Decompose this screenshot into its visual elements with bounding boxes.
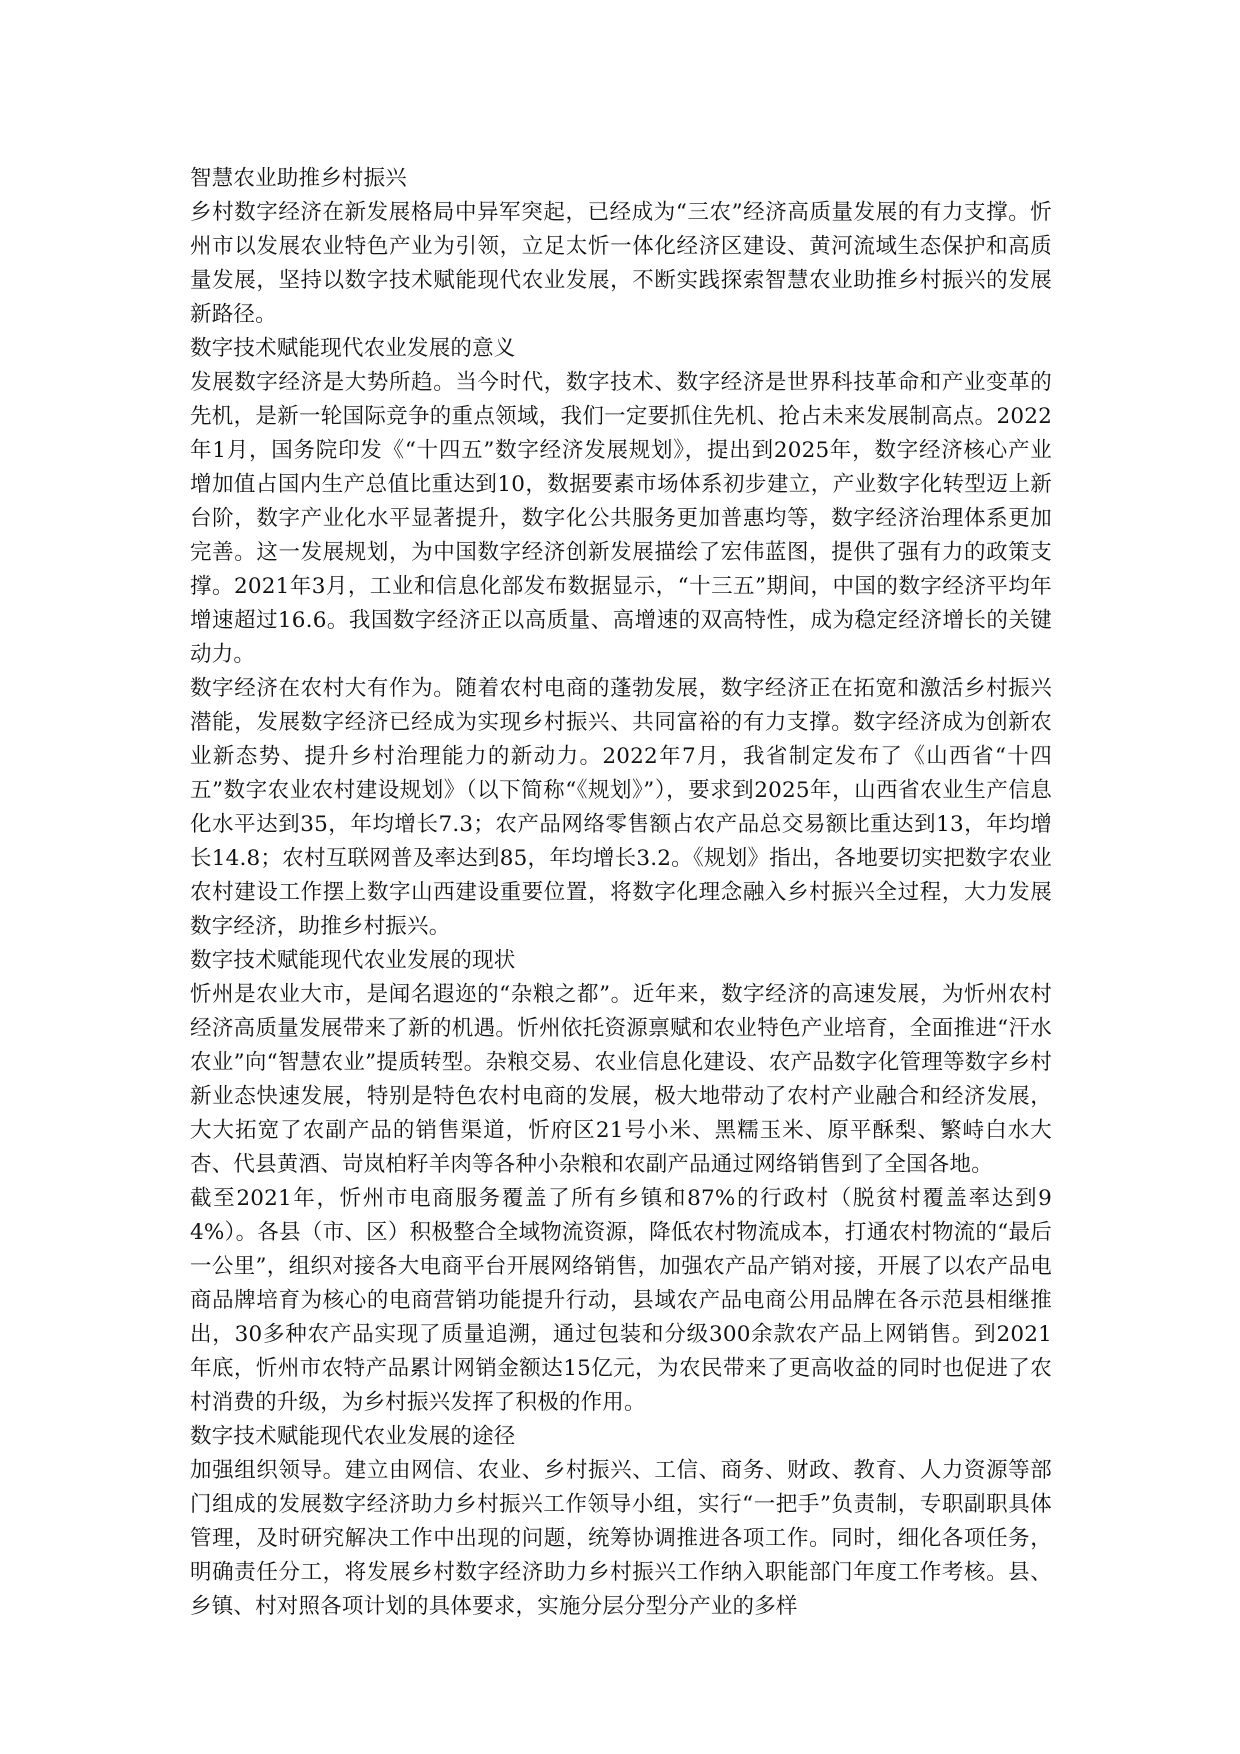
document-title: 智慧农业助推乡村振兴	[190, 166, 408, 191]
section-heading-status: 数字技术赋能现代农业发展的现状	[190, 948, 516, 973]
paragraph-organization-leadership: 加强组织领导。建立由网信、农业、乡村振兴、工信、商务、财政、教育、人力资源等部门组成的发展数字经济助力乡村振兴工作领导小组，实行“一把手”负责制，专职副职具体管理，及时研究解决工作中出现的问题，统筹协调推进各项工作。同时，细化各项任务，明确责任分工，将发展乡村数字经济助力乡村振兴工作纳入职能部门年度工作考核。县、乡镇、村对照各项计划的具体要求，实施分层分型分产业的多样	[190, 1458, 1052, 1619]
paragraph-xinzhou-agriculture: 忻州是农业大市，是闻名遐迩的“杂粮之都”。近年来，数字经济的高速发展，为忻州农村经济高质量发展带来了新的机遇。忻州依托资源禀赋和农业特色产业培育，全面推进“汗水农业”向“智慧农业”提质转型。杂粮交易、农业信息化建设、农产品数字化管理等数字乡村新业态快速发展，特别是特色农村电商的发展，极大地带动了农村产业融合和经济发展，大大拓宽了农副产品的销售渠道，忻府区21号小米、黑糯玉米、原平酥梨、繁峙白水大杏、代县黄酒、岢岚柏籽羊肉等各种小杂粮和农副产品通过网络销售到了全国各地。	[190, 982, 1052, 1177]
intro-paragraph: 乡村数字经济在新发展格局中异军突起，已经成为“三农”经济高质量发展的有力支撑。忻州市以发展农业特色产业为引领，立足太忻一体化经济区建设、黄河流域生态保护和高质量发展，坚持以数字技术赋能现代农业发展，不断实践探索智慧农业助推乡村振兴的发展新路径。	[190, 200, 1052, 327]
paragraph-digital-economy-trend: 发展数字经济是大势所趋。当今时代，数字技术、数字经济是世界科技革命和产业变革的先机，是新一轮国际竞争的重点领域，我们一定要抓住先机、抢占未来发展制高点。2022年1月，国务院印发《“十四五”数字经济发展规划》，提出到2025年，数字经济核心产业增加值占国内生产总值比重达到10，数据要素市场体系初步建立，产业数字化转型迈上新台阶，数字产业化水平显著提升，数字化公共服务更加普惠均等，数字经济治理体系更加完善。这一发展规划，为中国数字经济创新发展描绘了宏伟蓝图，提供了强有力的政策支撑。2021年3月，工业和信息化部发布数据显示，“十三五”期间，中国的数字经济平均年增速超过16.6。我国数字经济正以高质量、高增速的双高特性，成为稳定经济增长的关键动力。	[190, 370, 1053, 667]
section-heading-approach: 数字技术赋能现代农业发展的途径	[190, 1424, 516, 1449]
document-page	[190, 162, 1052, 1624]
paragraph-digital-economy-rural: 数字经济在农村大有作为。随着农村电商的蓬勃发展，数字经济正在拓宽和激活乡村振兴潜能，发展数字经济已经成为实现乡村振兴、共同富裕的有力支撑。数字经济成为创新农业新态势、提升乡村治理能力的新动力。2022年7月，我省制定发布了《山西省“十四五”数字农业农村建设规划》（以下简称“《规划》”），要求到2025年，山西省农业生产信息化水平达到35，年均增长7.3；农产品网络零售额占农产品总交易额比重达到13，年均增长14.8；农村互联网普及率达到85，年均增长3.2。《规划》指出，各地要切实把数字农业农村建设工作摆上数字山西建设重要位置，将数字化理念融入乡村振兴全过程，大力发展数字经济，助推乡村振兴。	[190, 676, 1052, 939]
paragraph-ecommerce-coverage: 截至2021年，忻州市电商服务覆盖了所有乡镇和87%的行政村（脱贫村覆盖率达到94%）。各县（市、区）积极整合全域物流资源，降低农村物流成本，打通农村物流的“最后一公里”，组织对接各大电商平台开展网络销售，加强农产品产销对接，开展了以农产品电商品牌培育为核心的电商营销功能提升行动，县域农产品电商公用品牌在各示范县相继推出，30多种农产品实现了质量追溯，通过包装和分级300余款农产品上网销售。到2021年底，忻州市农特产品累计网销金额达15亿元，为农民带来了更高收益的同时也促进了农村消费的升级，为乡村振兴发挥了积极的作用。	[190, 1186, 1052, 1415]
section-heading-significance: 数字技术赋能现代农业发展的意义	[190, 336, 516, 361]
